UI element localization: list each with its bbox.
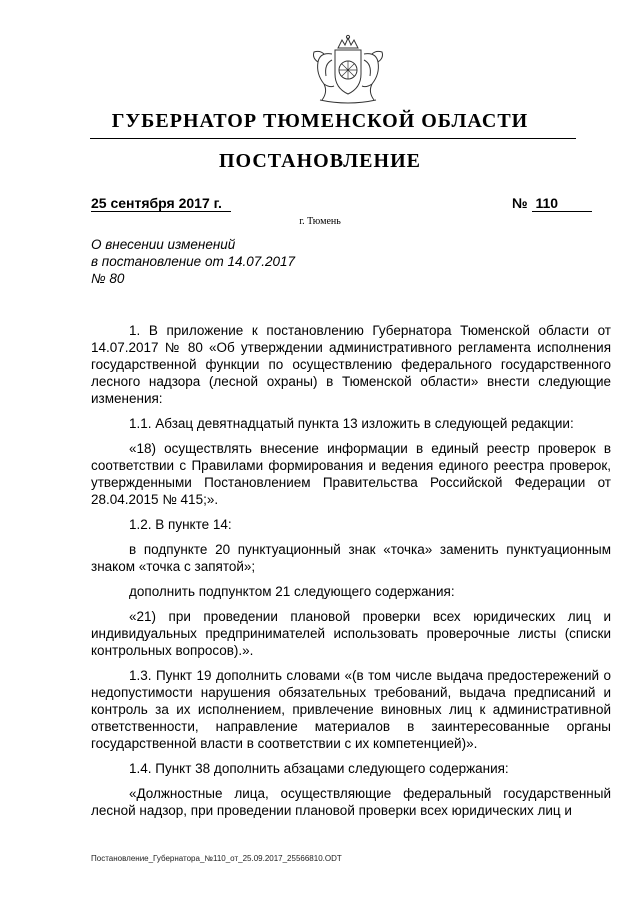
subject-line: в постановление от 14.07.2017 <box>91 254 296 269</box>
body-paragraph: «21) при проведении плановой проверки всех юридических лиц и индивидуальных предпринимателей использовать проверочные листы (списки контрольных вопросов).». <box>91 609 611 658</box>
subject-line: № 80 <box>91 271 125 286</box>
number-sign: № <box>512 195 528 211</box>
body-paragraph: 1.3. Пункт 19 дополнить словами «(в том числе выдача предостережений о недопустимости нарушения обязательных требований, выдача предписаний и контроль за их исполнением, привлечение виновных лиц к административной ответственности, направление материалов в заинтересованные органы государственной власти в соответствии с их компетенцией)». <box>91 668 611 751</box>
document-type-heading: ПОСТАНОВЛЕНИЕ <box>219 150 421 172</box>
body-paragraph: «18) осуществлять внесение информации в единый реестр проверок в соответствии с Правилами формирования и ведения единого реестра проверок, утвержденными Постановлением Правительства Российской Федерации от 28.04.2015 № 415;». <box>91 441 611 507</box>
number-value: 110 <box>532 195 592 212</box>
document-date: 25 сентября 2017 г. <box>91 195 231 212</box>
document-body <box>91 322 611 827</box>
body-paragraph: 1.2. В пункте 14: <box>129 517 232 532</box>
body-paragraph: в подпункте 20 пунктуационный знак «точка» заменить пунктуационным знаком «точка с запятой»; <box>91 542 611 574</box>
governor-title: ГУБЕРНАТОР ТЮМЕНСКОЙ ОБЛАСТИ <box>111 110 529 132</box>
city-name: г. Тюмень <box>299 216 341 227</box>
coat-of-arms-emblem <box>302 34 394 106</box>
body-paragraph: «Должностные лица, осуществляющие федеральный государственный лесной надзор, при проведении плановой проверки всех юридических лиц и <box>91 786 611 818</box>
header-divider <box>90 138 576 139</box>
subject-line: О внесении изменений <box>91 237 236 252</box>
document-subject <box>91 236 295 287</box>
body-paragraph: 1. В приложение к постановлению Губернатора Тюменской области от 14.07.2017 № 80 «Об утверждении административного регламента исполнения государственной функции по осуществлению федерального государственного лесного надзора (лесной охраны) в Тюменской области» внести следующие изменения: <box>91 323 611 406</box>
body-paragraph: дополнить подпунктом 21 следующего содержания: <box>129 584 455 599</box>
body-paragraph: 1.4. Пункт 38 дополнить абзацами следующего содержания: <box>129 761 509 776</box>
file-name-footer: Постановление_Губернатора_№110_от_25.09.2017_25566810.ODT <box>91 854 342 863</box>
body-paragraph: 1.1. Абзац девятнадцатый пункта 13 изложить в следующей редакции: <box>129 416 574 431</box>
document-number <box>512 195 592 212</box>
